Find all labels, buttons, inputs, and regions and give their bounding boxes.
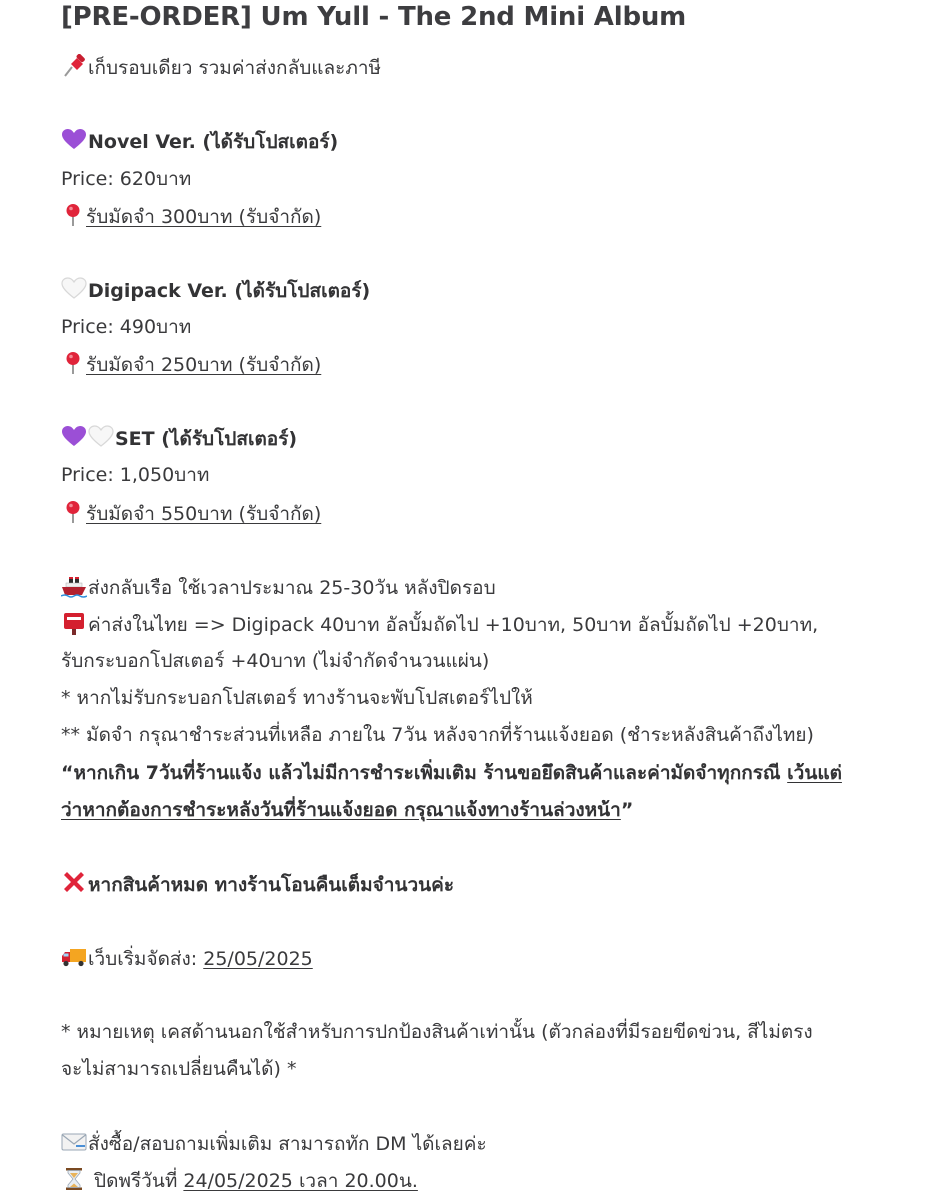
postbox-icon <box>61 611 87 635</box>
round-pushpin-icon <box>61 351 85 375</box>
shipping-note-2: ** มัดจำ กรุณาชำระส่วนที่เหลือ ภายใน 7วัน หลังจากที่ร้านแจ้งยอด (ชำระหลังสินค้าถึงไทย) <box>61 724 814 746</box>
version-set-heading: SET (ได้รับโปสเตอร์) <box>61 425 297 452</box>
version-set-deposit: รับมัดจำ 550บาท (รับจำกัด) <box>61 500 321 527</box>
version-novel-heading: Novel Ver. (ได้รับโปสเตอร์) <box>61 128 338 155</box>
version-novel-deposit: รับมัดจำ 300บาท (รับจำกัด) <box>61 203 321 230</box>
warning-line-2: ว่าหากต้องการชำระหลังวันที่ร้านแจ้งยอด กรุณาแจ้งทางร้านล่วงหน้า” <box>61 799 634 821</box>
shipping-ship-line: ส่งกลับเรือ ใช้เวลาประมาณ 25-30วัน หลังปิดรอบ <box>61 574 496 601</box>
remark-line-1: * หมายเหตุ เคสด้านนอกใช้สำหรับการปกป้องสินค้าเท่านั้น (ตัวกล่องที่มีรอยขีดข่วน, สีไม่ตรง <box>61 1021 813 1043</box>
hourglass-icon <box>61 1167 87 1191</box>
delivery-truck-icon <box>61 945 87 969</box>
intro-line <box>61 54 381 81</box>
web-ship-line: เว็บเริ่มจัดส่ง: 25/05/2025 <box>61 945 313 972</box>
ship-icon <box>61 574 87 598</box>
warning-line-1: “หากเกิน 7วันที่ร้านแจ้ง แล้วไม่มีการชำระเพิ่มเติม ร้านขอยึดสินค้าและค่ามัดจำทุกกรณี เว้นแต่ <box>61 762 842 784</box>
contact-line: สั่งซื้อ/สอบถามเพิ่มเติม สามารถทัก DM ได้เลยค่ะ <box>61 1130 487 1157</box>
close-date: 24/05/2025 เวลา 20.00น. <box>183 1170 418 1192</box>
pushpin-icon <box>61 54 87 78</box>
white-heart-icon <box>88 425 114 449</box>
web-ship-date: 25/05/2025 <box>203 948 313 970</box>
refund-line: หากสินค้าหมด ทางร้านโอนคืนเต็มจำนวนค่ะ <box>61 871 454 898</box>
page-title: [PRE-ORDER] Um Yull - The 2nd Mini Album <box>61 2 687 32</box>
version-novel-price: Price: 620บาท <box>61 168 192 190</box>
white-heart-icon <box>61 277 87 301</box>
purple-heart-icon <box>61 128 87 152</box>
purple-heart-icon <box>61 425 87 449</box>
round-pushpin-icon <box>61 500 85 524</box>
version-digipack-price: Price: 490บาท <box>61 316 192 338</box>
version-digipack-heading: Digipack Ver. (ได้รับโปสเตอร์) <box>61 277 370 304</box>
envelope-icon <box>61 1130 87 1154</box>
shipping-thai-line-2: รับกระบอกโปสเตอร์ +40บาท (ไม่จำกัดจำนวนแผ่น) <box>61 650 490 672</box>
round-pushpin-icon <box>61 203 85 227</box>
cross-mark-icon <box>61 871 87 895</box>
version-digipack-deposit: รับมัดจำ 250บาท (รับจำกัด) <box>61 351 321 378</box>
version-set-price: Price: 1,050บาท <box>61 464 210 486</box>
intro-text: เก็บรอบเดียว รวมค่าส่งกลับและภาษี <box>88 57 382 79</box>
remark-line-2: จะไม่สามารถเปลี่ยนคืนได้) * <box>61 1058 297 1080</box>
shipping-note-1: * หากไม่รับกระบอกโปสเตอร์ ทางร้านจะพับโปสเตอร์ไปให้ <box>61 687 533 709</box>
close-date-line: ปิดพรีวันที่ 24/05/2025 เวลา 20.00น. <box>61 1167 418 1194</box>
shipping-thai-line-1: ค่าส่งในไทย => Digipack 40บาท อัลบั้มถัดไป +10บาท, 50บาท อัลบั้มถัดไป +20บาท, <box>61 611 818 638</box>
